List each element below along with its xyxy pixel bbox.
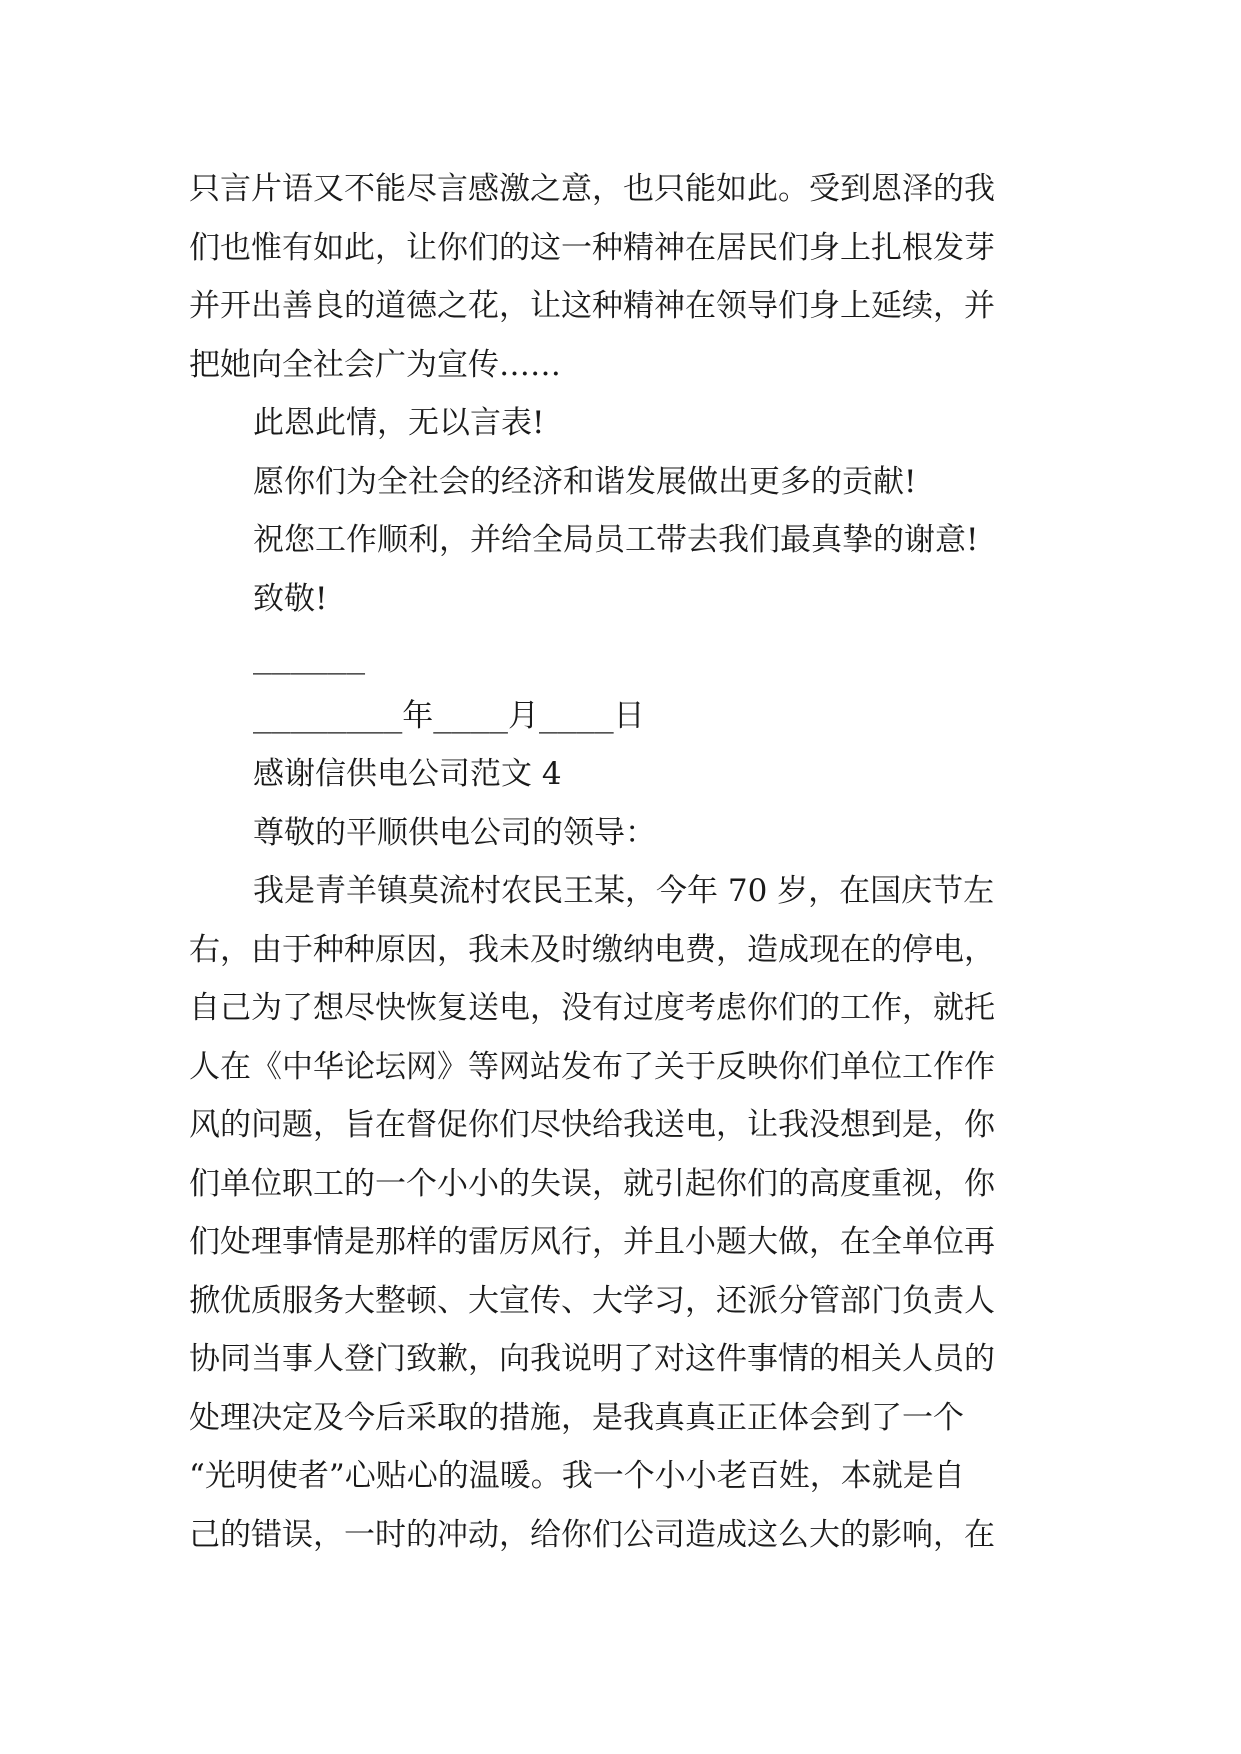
letter-body	[189, 160, 1059, 1564]
body-line: 右，由于种种原因，我未及时缴纳电费，造成现在的停电，	[189, 931, 995, 968]
body-line: 协同当事人登门致歉，向我说明了对这件事情的相关人员的	[189, 1341, 995, 1377]
body-line: 我是青羊镇莫流村农民王某，今年 70 岁，在国庆节左	[253, 873, 995, 909]
section-title: 感谢信供电公司范文 4	[253, 756, 562, 792]
body-line: 们单位职工的一个小小的失误，就引起你们的高度重视，你	[189, 1165, 995, 1202]
body-line: 们也惟有如此，让你们的这一种精神在居民们身上扎根发芽	[189, 229, 995, 266]
signature-blank: ______	[253, 639, 365, 675]
body-line: 只言片语又不能尽言感激之意，也只能如此。受到恩泽的我	[189, 171, 995, 207]
body-line: 们处理事情是那样的雷厉风行，并且小题大做，在全单位再	[189, 1224, 995, 1260]
body-line: 掀优质服务大整顿、大宣传、大学习，还派分管部门负责人	[189, 1282, 995, 1319]
greeting-line: 尊敬的平顺供电公司的领导：	[253, 814, 656, 851]
body-line: 把她向全社会广为宣传……	[189, 346, 561, 383]
body-line: 自己为了想尽快恢复送电，没有过度考虑你们的工作，就托	[189, 990, 995, 1026]
salutation-line: 致敬!	[253, 580, 328, 617]
closing-line-blessing: 祝您工作顺利，并给全局员工带去我们最真挚的谢意!	[253, 522, 979, 558]
body-line: 处理决定及今后采取的措施，是我真真正正体会到了一个	[189, 1399, 964, 1436]
body-line: 己的错误，一时的冲动，给你们公司造成这么大的影响，在	[189, 1516, 995, 1553]
closing-line-wish: 愿你们为全社会的经济和谐发展做出更多的贡献!	[253, 463, 917, 500]
closing-line-gratitude: 此恩此情，无以言表!	[253, 405, 545, 441]
date-blank: ________年____月____日	[253, 697, 645, 734]
body-line: 人在《中华论坛网》等网站发布了关于反映你们单位工作作	[189, 1048, 995, 1085]
body-line: 风的问题，旨在督促你们尽快给我送电，让我没想到是，你	[189, 1107, 995, 1143]
body-line: 并开出善良的道德之花，让这种精神在领导们身上延续，并	[189, 288, 995, 324]
body-line: “光明使者”心贴心的温暖。我一个小小老百姓，本就是自	[189, 1458, 965, 1494]
